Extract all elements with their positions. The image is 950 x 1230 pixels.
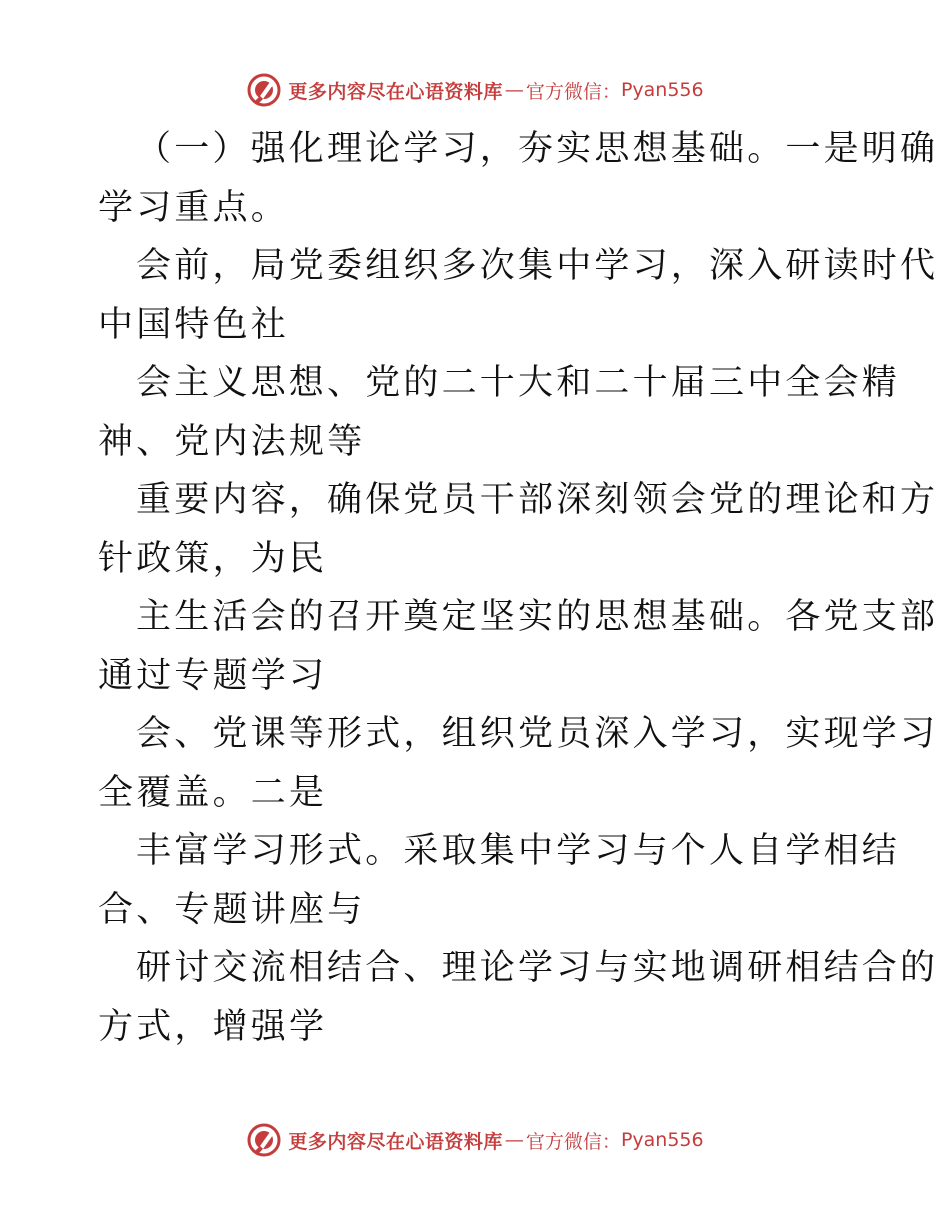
watermark-brand: 更多内容尽在心语资料库 bbox=[288, 1130, 503, 1153]
text-line: 中国特色社 bbox=[98, 304, 290, 345]
text-line: （一）强化理论学习，夯实思想基础。一是明确 bbox=[136, 129, 939, 169]
watermark-brand: 更多内容尽在心语资料库 bbox=[288, 80, 503, 103]
text-line: 丰富学习形式。采取集中学习与个人自学相结 bbox=[136, 831, 901, 871]
text-line: 学习重点。 bbox=[98, 187, 290, 228]
watermark-wechat-id: Pyan556 bbox=[620, 79, 704, 101]
text-line: 会前，局党委组织多次集中学习，深入研读时代 bbox=[136, 246, 939, 286]
pen-seal-logo-icon bbox=[246, 72, 282, 108]
watermark-wechat-id: Pyan556 bbox=[620, 1129, 704, 1151]
document-body bbox=[98, 120, 939, 1056]
text-line: 合、专题讲座与 bbox=[98, 889, 366, 930]
text-line: 研讨交流相结合、理论学习与实地调研相结合的 bbox=[136, 948, 939, 988]
watermark-tail: 官方微信： bbox=[525, 1130, 621, 1153]
watermark-separator: — bbox=[504, 79, 524, 101]
header-watermark bbox=[0, 70, 950, 110]
footer-watermark bbox=[0, 1120, 950, 1160]
text-line: 主生活会的召开奠定坚实的思想基础。各党支部 bbox=[136, 597, 939, 637]
text-line: 方式，增强学 bbox=[98, 1006, 328, 1047]
watermark-separator: — bbox=[504, 1129, 524, 1151]
watermark-tail: 官方微信： bbox=[525, 80, 621, 103]
text-line: 会主义思想、党的二十大和二十届三中全会精 bbox=[136, 363, 901, 403]
text-line: 通过专题学习 bbox=[98, 655, 328, 696]
text-line: 会、党课等形式，组织党员深入学习，实现学习 bbox=[136, 714, 939, 754]
text-line: 重要内容，确保党员干部深刻领会党的理论和方 bbox=[136, 480, 939, 520]
text-line: 针政策，为民 bbox=[98, 538, 328, 579]
text-line: 全覆盖。二是 bbox=[98, 772, 328, 813]
pen-seal-logo-icon bbox=[246, 1122, 282, 1158]
text-line: 神、党内法规等 bbox=[98, 421, 366, 462]
